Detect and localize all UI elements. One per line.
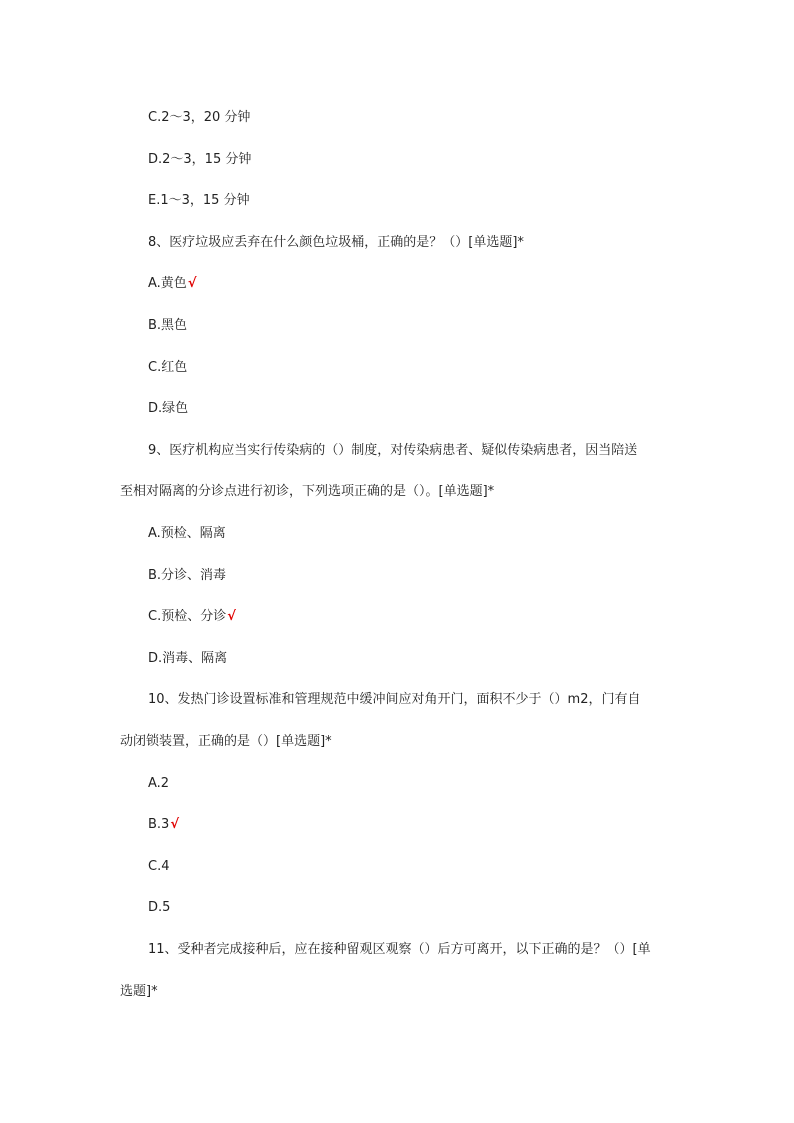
option-a-q9: A.预检、隔离 <box>148 526 226 541</box>
correct-check-icon: √ <box>227 609 236 624</box>
option-d-q10: D.5 <box>148 900 171 915</box>
question-9: 9、医疗机构应当实行传染病的（）制度，对传染病患者、疑似传染病患者，因当陪送 <box>148 443 638 458</box>
option-d-q8: D.绿色 <box>148 401 189 416</box>
option-a-q8: A.黄色√ <box>148 276 197 291</box>
question-10: 10、发热门诊设置标准和管理规范中缓冲间应对角开门，面积不少于（）m2，门有自 <box>148 692 641 707</box>
question-10-continued: 动闭锁装置，正确的是（）[单选题]* <box>120 734 332 749</box>
correct-check-icon: √ <box>170 817 179 832</box>
option-b-q8: B.黑色 <box>148 318 188 333</box>
option-d-q9: D.消毒、隔离 <box>148 651 228 666</box>
option-c-q8: C.红色 <box>148 360 188 375</box>
question-11: 11、受种者完成接种后，应在接种留观区观察（）后方可离开，以下正确的是？（）[单 <box>148 942 651 957</box>
option-c-q9: C.预检、分诊√ <box>148 609 236 624</box>
option-c-q10: C.4 <box>148 859 170 874</box>
option-a-q10: A.2 <box>148 776 170 791</box>
option-e-q7: E.1～3，15 分钟 <box>148 193 250 208</box>
question-11-continued: 选题]* <box>120 984 158 999</box>
option-c-q7: C.2～3，20 分钟 <box>148 110 251 125</box>
question-9-continued: 至相对隔离的分诊点进行初诊，下列选项正确的是（）。[单选题]* <box>120 484 495 499</box>
option-b-q9: B.分诊、消毒 <box>148 568 227 583</box>
question-8: 8、医疗垃圾应丢弃在什么颜色垃圾桶，正确的是？（）[单选题]* <box>148 235 524 250</box>
correct-check-icon: √ <box>187 276 197 291</box>
option-b-q10: B.3√ <box>148 817 179 832</box>
option-d-q7: D.2～3，15 分钟 <box>148 152 252 167</box>
